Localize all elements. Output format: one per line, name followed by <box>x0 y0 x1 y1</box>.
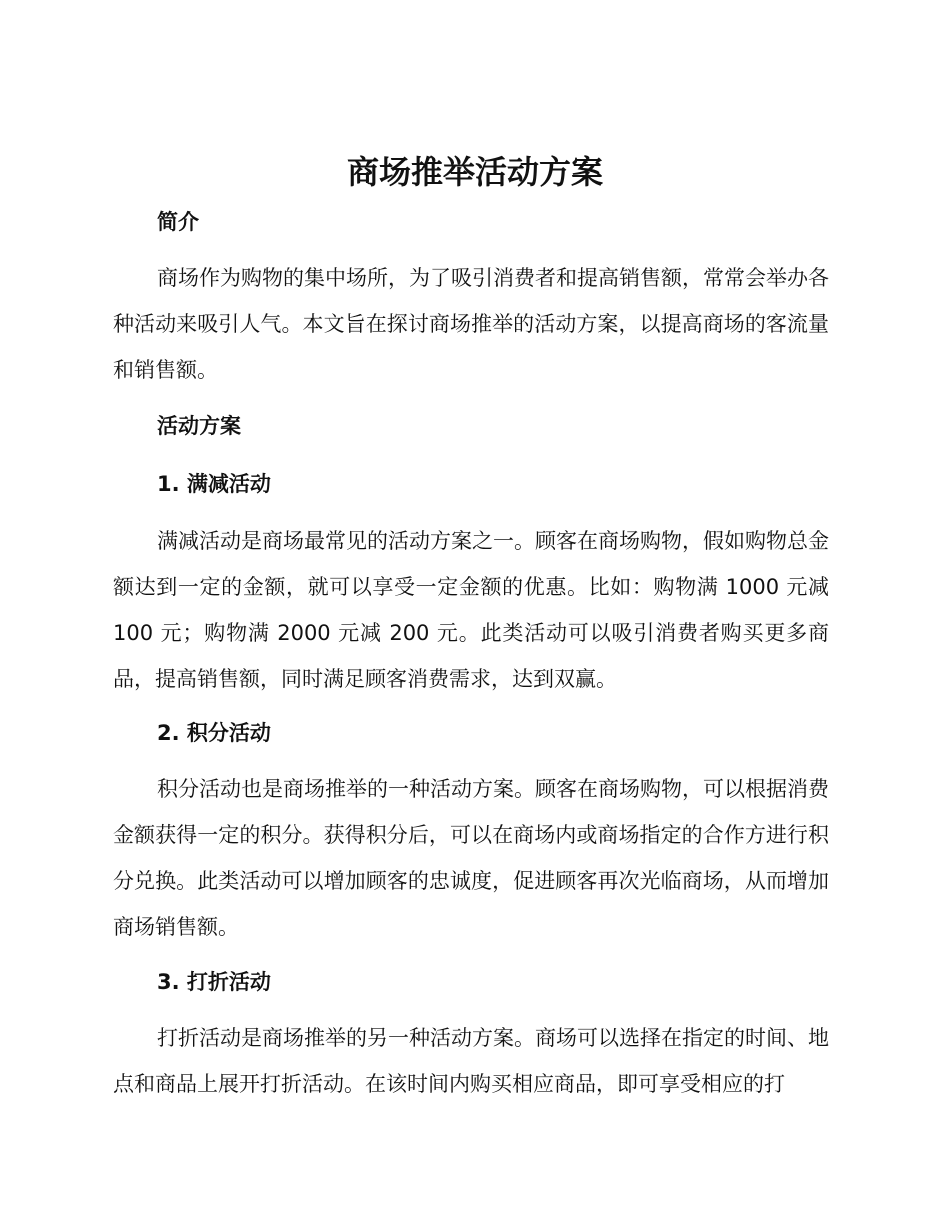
section-heading-points: 2. 积分活动 <box>157 721 271 745</box>
section-heading-intro: 简介 <box>157 210 199 234</box>
paragraph-points: 积分活动也是商场推举的一种活动方案。顾客在商场购物，可以根据消费金额获得一定的积分。获得积分后，可以在商场内或商场指定的合作方进行积分兑换。此类活动可以增加顾客的忠诚度，促进顾客再次光临商场，从而增加商场销售额。 <box>113 777 829 939</box>
paragraph-intro: 商场作为购物的集中场所，为了吸引消费者和提高销售额，常常会举办各种活动来吸引人气。本文旨在探讨商场推举的活动方案，以提高商场的客流量和销售额。 <box>113 266 829 382</box>
document-title: 商场推举活动方案 <box>346 153 603 191</box>
section-heading-sale: 3. 打折活动 <box>157 970 271 994</box>
paragraph-discount: 满减活动是商场最常见的活动方案之一。顾客在商场购物，假如购物总金额达到一定的金额，就可以享受一定金额的优惠。比如：购物满 1000 元减 100 元；购物满 2000 元减 200 元。此类活动可以吸引消费者购买更多商品，提高销售额，同时满足顾客消费需求，达到双赢。 <box>113 529 829 691</box>
section-heading-plan: 活动方案 <box>157 414 241 438</box>
paragraph-sale: 打折活动是商场推举的另一种活动方案。商场可以选择在指定的时间、地点和商品上展开打折活动。在该时间内购买相应商品，即可享受相应的打 <box>113 1026 829 1096</box>
section-heading-discount: 1. 满减活动 <box>157 472 271 496</box>
